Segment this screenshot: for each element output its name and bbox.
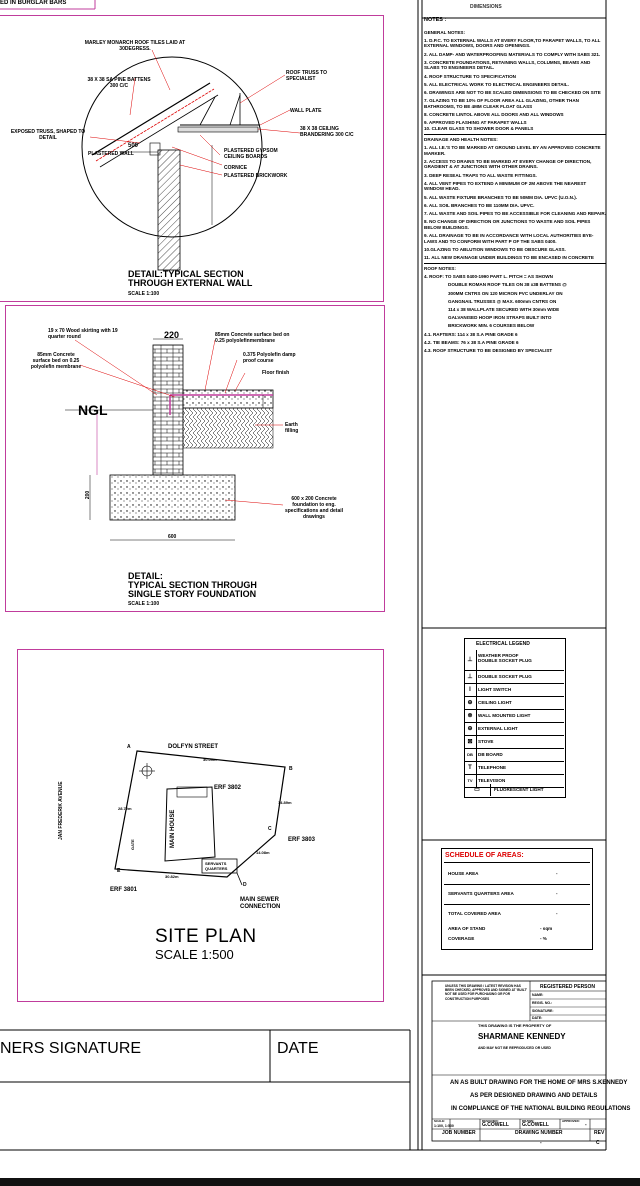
rev-value: C	[596, 1140, 600, 1146]
drawn-label: DRAWN:	[522, 1119, 535, 1123]
legend-item: T TELEPHONE	[464, 762, 564, 775]
label-floor-finish: Floor finish	[262, 370, 290, 376]
schedule-row: COVERAGE - %	[448, 936, 547, 941]
drainage-note: 1. ALL I.E.'S TO BE MARKED AT GROUND LEVEL BY AN APPROVED CONCRETE MARKER.	[424, 145, 601, 156]
drainage-note: 11. ALL NEW DRAINAGE UNDER BUILDINGS TO BE ENCASED IN CONCRETE	[424, 254, 594, 260]
drawing-description-1: AN AS BUILT DRAWING FOR THE HOME OF MRS S.KENNEDY	[450, 1080, 628, 1086]
schedule-row: TOTAL COVERED AREA -	[448, 911, 558, 916]
legend-item: ⊕ EXTERNAL LIGHT	[464, 723, 564, 736]
drainage-note: 9. ALL DRAINAGE TO BE IN ACCORDANCE WITH LOCAL AUTHORITIES BYE-LAWS AND TO CONFORM WITH PART P OF THE SABS 0400.	[424, 232, 594, 244]
roof-note: 4.3. ROOF STRUCTURE TO BE DESIGNED BY SPECIALIST	[424, 347, 553, 353]
label-dpc: 0.375 Polyolefin damp proof course	[243, 352, 296, 364]
label-roof-truss: ROOF TRUSS TO SPECIALIST	[286, 70, 328, 82]
general-note: 1. D.P.C. TO EXTERNAL WALLS AT EVERY FLOOR,TO PARAPET WALLS, TO ALL EXTERNAL WINDOWS, DOORS AND OPENINGS.	[424, 37, 601, 49]
general-notes-title: GENERAL NOTES:	[424, 29, 466, 35]
label-erf-3802: ERF 3802	[214, 785, 242, 791]
scale-label: SCALE:	[434, 1119, 446, 1123]
header-underline	[0, 0, 100, 10]
legend-item: ⊥ WEATHER PROOF DOUBLE SOCKET PLUG	[464, 650, 564, 671]
schedule-row: HOUSE AREA -	[444, 862, 590, 885]
label-ceiling-brandering: 38 X 38 CEILING BRANDERING 300 C/C	[300, 126, 354, 138]
weatherproof-socket-icon: ⊥	[464, 650, 477, 670]
schedule-row: SERVANTS QUARTERS AREA -	[444, 884, 590, 905]
switch-icon: I	[464, 684, 477, 696]
drainage-note: 10.GLAZING TO ABLUTION WINDOWS TO BE OBSCURE GLASS.	[424, 246, 566, 252]
dim-bc: 14.89m	[278, 800, 292, 805]
point-c: C	[268, 826, 272, 832]
point-d: D	[243, 882, 247, 888]
scale-value: 1:100, 1:500	[434, 1124, 454, 1128]
general-note: 8. CONCRETE LINTOL ABOVE ALL DOORS AND ALL WINDOWS	[424, 111, 564, 117]
general-note: 10. CLEAR GLASS TO SHOWER DOOR & PANELS	[424, 125, 534, 131]
drawing-number-label: DRAWING NUMBER	[515, 1130, 563, 1136]
roof-note: 4.2. TIE BEAMS: 76 x 38 S.A PINE GRADE 6	[424, 339, 519, 345]
point-e: E	[117, 868, 121, 874]
date-label: DATE	[277, 1040, 319, 1057]
general-note: 6. DRAWINGS ARE NOT TO BE SCALED DIMENSIONS TO BE CHECKED ON SITE	[424, 89, 601, 95]
designed-value: G.COWELL	[482, 1122, 509, 1128]
wall-section-scale: SCALE 1:100	[128, 291, 160, 297]
notes-panel	[424, 18, 606, 356]
label-main-house: MAIN HOUSE	[170, 809, 176, 848]
label-earth-fill: Earth filling	[285, 422, 299, 434]
label-surface-bed-2: 85mm Concrete surface bed on 0.25 polyolefin membrane	[30, 352, 82, 370]
owners-signature-label: NERS SIGNATURE	[0, 1040, 142, 1057]
drainage-note: 8. NO CHANGE OF DIRECTION OR JUNCTIONS TO WASTE AND SOIL PIPES BELOW BUILDINGS.	[424, 219, 591, 230]
label-jan-frederik-avenue: JAN FREDERIK AVENUE	[58, 781, 64, 840]
roof-note: 4. ROOF: TO SABS 0400-1990 PART L. PITCH = AS SHOWN	[424, 274, 553, 280]
top-right-fragment: DIMENSIONS	[470, 4, 502, 10]
drainage-notes-title: DRAINAGE AND HEALTH NOTES:	[424, 134, 606, 143]
property-owner: SHARMANE KENNEDY	[478, 1032, 566, 1041]
job-number-label: JOB NUMBER	[442, 1130, 476, 1136]
dim-ea: 28.72m	[118, 806, 132, 811]
roof-note: GANGNAIL TRUSSES @ MAX. 600mm CNTRS ON	[448, 298, 557, 304]
general-note: 4. ROOF STRUCTURE TO SPECIFICATION	[424, 73, 516, 79]
drawing-number-value: -	[540, 1140, 542, 1146]
drainage-note: 3. DEEP RESEAL TRAPS TO ALL WASTE FITTINGS.	[424, 172, 537, 178]
label-sewer-connection: MAIN SEWER CONNECTION	[240, 897, 281, 910]
wall-light-icon: ⊗	[464, 710, 477, 722]
approved-value: -	[585, 1122, 587, 1128]
label-dolfyn-street: DOLFYN STREET	[168, 744, 219, 750]
reg-name-label: NAME:	[532, 993, 544, 997]
label-concrete-foundation: 600 x 200 Concrete foundation to eng. specifications and detail drawings	[284, 496, 344, 520]
label-plastered-brickwork: PLASTERED BRICKWORK	[224, 173, 288, 179]
not-reproduced-label: AND MAY NOT BE REPRODUCED OR USED	[478, 1046, 551, 1050]
foundation-title-1: DETAIL:	[128, 571, 163, 581]
wall-section-title: DETAIL:TYPICAL SECTION THROUGH EXTERNAL WALL	[128, 269, 253, 288]
point-a: A	[127, 744, 131, 750]
approved-label: APPROVED:	[562, 1119, 580, 1123]
wall-section-drawing	[0, 15, 384, 305]
db-board-icon: DB	[464, 749, 477, 761]
drainage-note: 5. ALL WASTE FIXTURE BRANCHES TO BE 50MM DIA. UPVC (U.O.N.).	[424, 194, 578, 200]
roof-note: GALVANISED HOOP IRON STRAPS BUILT INTO	[448, 315, 552, 321]
label-battens: 38 X 38 SA PINE BATTENS 300 C/C	[87, 77, 151, 89]
label-gypsum-boards: PLASTERED GYPSOM CEILING BOARDS	[224, 148, 278, 160]
designed-label: DESIGNED:	[482, 1119, 499, 1123]
roof-note: 4.1. RAFTERS: 114 x 38 S.A PINE GRADE 6	[424, 331, 518, 337]
drawing-description-3: IN COMPLIANCE OF THE NATIONAL BUILDING REGULATIONS	[451, 1106, 631, 1112]
legend-item: I LIGHT SWITCH	[464, 684, 564, 697]
roof-notes-title: ROOF NOTES:	[424, 263, 606, 272]
label-roof-tiles: MARLEY MONARCH ROOF TILES LAID AT 30DEGRESS.	[84, 40, 186, 52]
legend-item: TV TELEVISION	[464, 775, 564, 788]
label-dim-600: 600	[168, 534, 177, 540]
property-of-label: THIS DRAWING IS THE PROPERTY OF	[478, 1023, 552, 1028]
legend-title: ELECTRICAL LEGEND	[476, 641, 530, 647]
roof-note: DOUBLE ROMAN ROOF TILES ON 38 x38 BATTENS @	[448, 282, 567, 288]
schedule-row: AREA OF STAND - sqm	[448, 926, 553, 931]
label-ngl: NGL	[78, 402, 108, 418]
general-note: 9. APPROVED FLASHING AT PARAPET WALLS	[424, 120, 527, 126]
reg-number-label: REGIS. NO.:	[532, 1001, 553, 1005]
point-b: B	[289, 766, 293, 772]
general-note: 5. ALL ELECTRICAL WORK TO ELECTRICAL ENGINEERS DETAIL.	[424, 81, 569, 87]
title-block-disclaimer: UNLESS THIS DRAWING / LATEST REVISION HAS BEEN CHECKED, APPROVED AND SIGNED AT 'BUILT' NOT BE USED FOR PURCHASING OR FOR CONSTRUCTION PURPOSES	[445, 984, 528, 1001]
label-cornice: CORNICE	[224, 165, 248, 171]
legend-item: ▭ FLUORESCENT LIGHT	[464, 784, 564, 796]
notes-title: NOTES :	[424, 17, 447, 23]
foundation-title-2: TYPICAL SECTION THROUGH SINGLE STORY FOUNDATION	[128, 580, 257, 599]
ceiling-light-icon: ⊕	[464, 697, 477, 709]
registered-person-label: REGISTERED PERSON	[540, 984, 596, 990]
general-note: 7. GLAZING TO BE 10% OF FLOOR AREA ALL GLAZING, OTHER THAN BATHROOMS, TO BE 4MM CLEAR FLOAT GLASS	[424, 98, 580, 109]
external-light-icon: ⊕	[464, 723, 477, 735]
drainage-note: 4. ALL VENT PIPES TO EXTEND A MINIMUM OF 2M ABOVE THE NEAREST WINDOW HEAD.	[424, 180, 587, 192]
roof-note: BRICKWORK MIN. 6 COURSES BELOW	[448, 323, 535, 329]
stove-icon: ⊠	[464, 736, 477, 748]
foundation-scale: SCALE 1:100	[128, 601, 160, 607]
label-dim-200: 200	[85, 490, 92, 500]
site-plan-scale: SCALE 1:500	[155, 947, 234, 962]
header-fragment: ED IN BURGLAR BARS	[0, 0, 67, 6]
socket-icon: ⊥	[464, 671, 477, 683]
site-plan-title: SITE PLAN	[155, 926, 257, 947]
reg-signature-label: SIGNATURE:	[532, 1009, 554, 1013]
legend-item: ⊠ STOVE	[464, 736, 564, 749]
roof-note: 300MM CNTRS ON 120 MICRON PVC UNDERLAY ON	[448, 290, 563, 296]
television-icon: TV	[464, 775, 477, 787]
drawn-value: G.COWELL	[522, 1122, 549, 1128]
dim-de: 30.82m	[165, 874, 179, 879]
legend-item: ⊕ CEILING LIGHT	[464, 697, 564, 710]
roof-note: 114 x 38 WALLPLATE SECURED WITH 30mm WIDE	[448, 307, 560, 312]
label-dim-220: 220	[164, 330, 180, 340]
general-note: 3. CONCRETE FOUNDATIONS, RETAINING WALLS, COLUMNS, BEAMS AND SLABS TO ENGINEERS DETAIL.	[424, 59, 591, 71]
schedule-title: SCHEDULE OF AREAS:	[445, 852, 524, 859]
legend-item: ⊥ DOUBLE SOCKET PLUG	[464, 671, 564, 684]
legend-item: ⊗ WALL MOUNTED LIGHT	[464, 710, 564, 723]
legend-item: DB DB BOARD	[464, 749, 564, 762]
label-erf-3801: ERF 3801	[110, 887, 138, 893]
label-surface-bed: 85mm Concrete surface bed on 0.25 polyolefinmembrane	[215, 332, 290, 344]
label-dim-500: 500	[128, 143, 139, 149]
telephone-icon: T	[464, 762, 477, 774]
label-erf-3803: ERF 3803	[288, 837, 316, 843]
label-wall-plate: WALL PLATE	[290, 108, 322, 114]
reg-date-label: DATE:	[532, 1016, 543, 1020]
fluorescent-light-icon: ▭	[464, 784, 491, 796]
dim-ab: 30.09m	[203, 757, 217, 762]
label-plastered-wall: PLASTERED WALL	[88, 151, 134, 157]
label-exposed-truss: EXPOSED TRUSS, SHAPED TO DETAIL	[10, 129, 86, 141]
label-gate: GATE	[130, 839, 135, 850]
dim-cd: 14.08m	[256, 850, 270, 855]
general-note: 2. ALL DAMP- AND WATERPROOFING MATERIALS TO COMPLY WITH SABS 321.	[424, 51, 601, 57]
rev-label: REV	[594, 1130, 605, 1136]
label-servants-quarters: SERVANTS QUARTERS	[205, 861, 228, 871]
label-skirting: 19 x 70 Wood skirting with 19 quarter round	[48, 328, 118, 340]
drainage-note: 2. ACCESS TO DRAINS TO BE MARKED AT EVERY CHANGE OF DIRECTION, GRADIENT & AT JUNCTIONS WITH OTHER DRAINS.	[424, 158, 592, 170]
drawing-description-2: AS PER DESIGNED DRAWING AND DETAILS	[470, 1093, 598, 1099]
drainage-note: 6. ALL SOIL BRANCHES TO BE 110MM DIA. UPVC.	[424, 202, 535, 208]
drainage-note: 7. ALL WASTE AND SOIL PIPES TO BE ACCESSIBLE FOR CLEANING AND REPAIR.	[424, 210, 606, 216]
